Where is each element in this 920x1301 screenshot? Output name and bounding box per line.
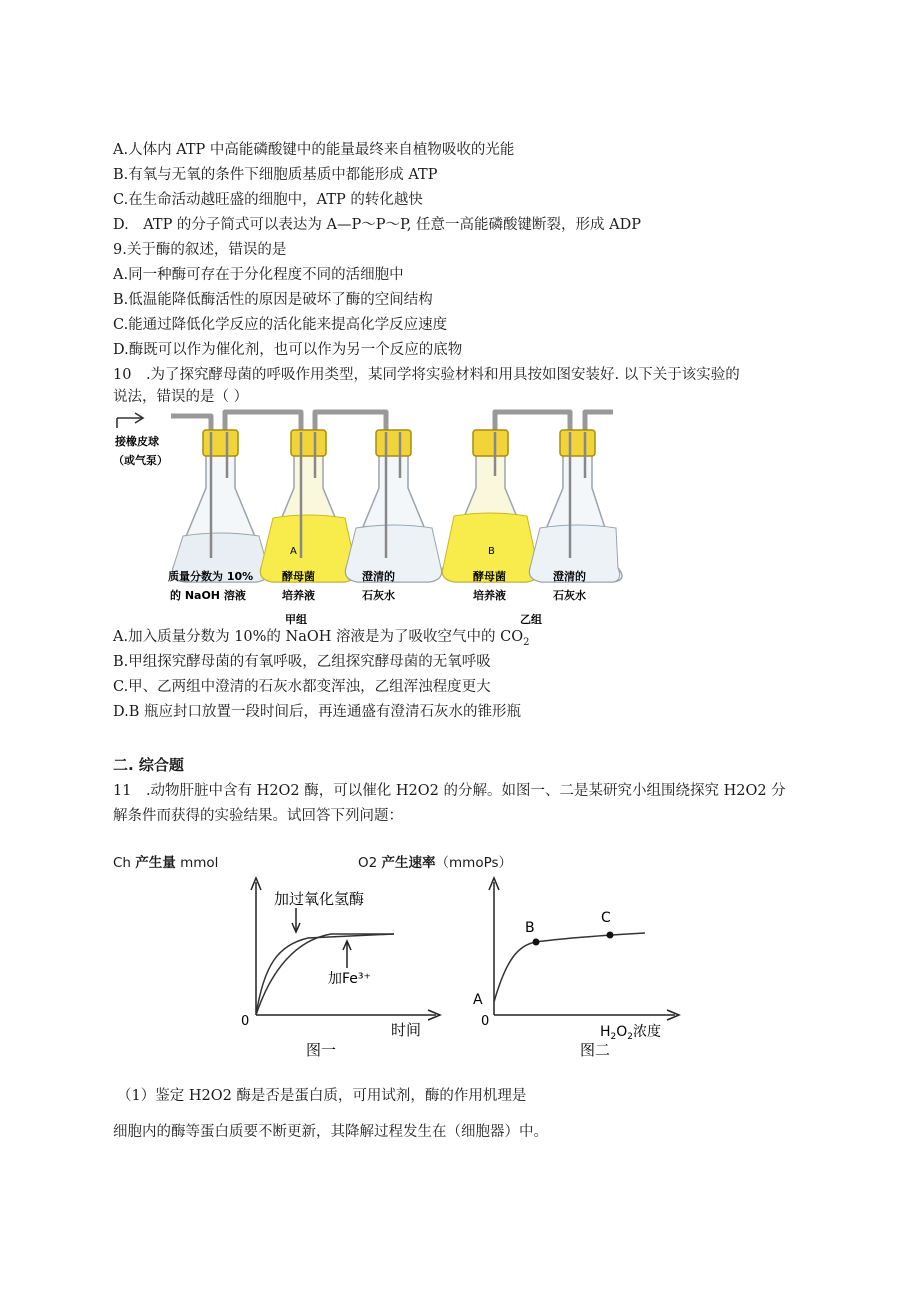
graph2-caption: 图二 (580, 1041, 611, 1059)
graph2-point-b (533, 939, 540, 946)
graph1-xlabel: 时间 (391, 1021, 422, 1039)
graph2-label-c: C (601, 910, 611, 926)
flask-a-yeast (261, 430, 357, 582)
q10-option-a (113, 627, 529, 653)
flask-a-letter: A (290, 546, 297, 557)
q10-stem-line1: 10 .为了探究酵母菌的呼吸作用类型，某同学将实验材料和用具按如图安装好. 以下关于该实验的 (113, 367, 740, 383)
graph2-xlabel (600, 1023, 661, 1042)
pump-label-1: 接橡皮球 (115, 435, 159, 448)
q9-stem: 9.关于酶的叙述，错误的是 (113, 242, 287, 258)
graph1-ylabel (113, 853, 218, 873)
graph2-origin: 0 (481, 1014, 490, 1029)
flask-b-yeast (443, 430, 539, 582)
flask-lime-jia-label-1: 澄清的 (362, 570, 395, 583)
graph2-ylabel-unit: （mmoPs） (435, 855, 513, 871)
q9-option-c: C.能通过降低化学反应的活化能来提高化学反应速度 (113, 317, 448, 333)
section-title: 二. 综合题 (113, 756, 184, 774)
graph2-curve (494, 933, 645, 1002)
q10-option-a-text: A.加入质量分数为 10%的 NaOH 溶液是为了吸收空气中的 CO (113, 629, 524, 645)
graph-one (236, 870, 446, 1062)
group-jia-label: 甲组 (285, 613, 307, 626)
air-inlet-arrow (117, 413, 143, 428)
q11-stem-line2: 解条件而获得的实验结果。试回答下列问题： (113, 808, 403, 824)
q8-option-d: D. ATP 的分子简式可以表达为 A—P～P～P, 任意一高能磷酸键断裂，形成 ADP (113, 217, 642, 233)
flask-naoh-label-1: 质量分数为 10% (168, 570, 254, 583)
flask-lime-yi-label-1: 澄清的 (553, 570, 586, 583)
q9-option-b: B.低温能降低酶活性的原因是破坏了酶的空间结构 (113, 292, 433, 308)
q8-option-a: A.人体内 ATP 中高能磷酸键中的能量最终来自植物吸收的光能 (113, 142, 515, 158)
q9-option-d: D.酶既可以作为催化剂，也可以作为另一个反应的底物 (113, 342, 463, 358)
q9-option-a: A.同一种酶可存在于分化程度不同的活细胞中 (113, 267, 404, 283)
graph1-curve-fe (256, 934, 394, 1015)
graph2-xlabel-sub2: 2 (627, 1032, 634, 1042)
graph-two (470, 870, 685, 1062)
flask-b-label-1: 酵母菌 (473, 570, 506, 583)
connecting-tubes-yi (495, 412, 613, 432)
graph2-ylabel-prefix: O2 (358, 855, 382, 871)
graph2-xlabel-sub1: 2 (610, 1032, 617, 1042)
q11-stem-line1: 11 .动物肝脏中含有 H2O2 酶，可以催化 H2O2 的分解。如图一、二是某研究小组围绕探究 H2O2 分 (113, 783, 786, 799)
graph1-origin: 0 (241, 1014, 250, 1029)
q10-option-c: C.甲、乙两组中澄清的石灰水都变浑浊，乙组浑浊程度更大 (113, 679, 491, 695)
pump-label-2: （或气泵） (113, 454, 168, 467)
graph1-ylabel-prefix: Ch (113, 855, 136, 871)
connecting-tubes-jia (171, 412, 386, 432)
graph1-curve-enzyme (256, 934, 394, 1015)
graph2-point-c (607, 932, 614, 939)
flask-lime-jia-label-2: 石灰水 (362, 589, 395, 602)
q8-option-b: B.有氧与无氧的条件下细胞质基质中都能形成 ATP (113, 167, 438, 183)
q11-sub1-line2: 细胞内的酶等蛋白质要不断更新，其降解过程发生在（细胞器）中。 (113, 1124, 548, 1140)
flask-limewater-yi (530, 430, 623, 582)
graph2-label-b: B (525, 920, 535, 936)
graph2-xlabel-h: H (600, 1024, 611, 1040)
q10-option-a-subscript: 2 (523, 636, 530, 648)
graph2-ylabel-bold: 产生速率 (381, 855, 436, 871)
graph2-xlabel-o: O (616, 1024, 628, 1040)
q10-option-b: B.甲组探究酵母菌的有氧呼吸，乙组探究酵母菌的无氧呼吸 (113, 654, 491, 670)
flask-naoh (173, 430, 269, 582)
yeast-respiration-apparatus-figure (113, 408, 623, 630)
q10-option-d: D.B 瓶应封口放置一段时间后，再连通盛有澄清石灰水的锥形瓶 (113, 704, 521, 720)
graph1-fe-label: 加Fe³⁺ (328, 971, 371, 987)
graph2-label-a: A (473, 992, 483, 1008)
flask-b-letter: B (488, 546, 495, 557)
group-yi-label: 乙组 (520, 613, 542, 626)
graph1-caption: 图一 (306, 1041, 337, 1059)
flask-b-label-2: 培养液 (473, 589, 506, 602)
flask-a-label-2: 培养液 (282, 589, 315, 602)
q8-option-c: C.在生命活动越旺盛的细胞中，ATP 的转化越快 (113, 192, 423, 208)
q11-sub1-line1: （1）鉴定 H2O2 酶是否是蛋白质，可用试剂，酶的作用机理是 (117, 1088, 527, 1104)
graph1-ylabel-bold: 产生量 (135, 855, 176, 871)
graph1-ylabel-unit: mmol (175, 855, 219, 871)
flask-limewater-jia (346, 430, 442, 582)
q10-stem-line2: 说法，错误的是（ ） (113, 389, 249, 405)
flask-lime-yi-label-2: 石灰水 (553, 589, 586, 602)
graph2-xlabel-conc: 浓度 (633, 1024, 662, 1040)
flask-naoh-label-2: 的 NaOH 溶液 (170, 589, 246, 602)
graph1-enzyme-label: 加过氧化氢酶 (274, 890, 365, 908)
flask-a-label-1: 酵母菌 (282, 570, 315, 583)
